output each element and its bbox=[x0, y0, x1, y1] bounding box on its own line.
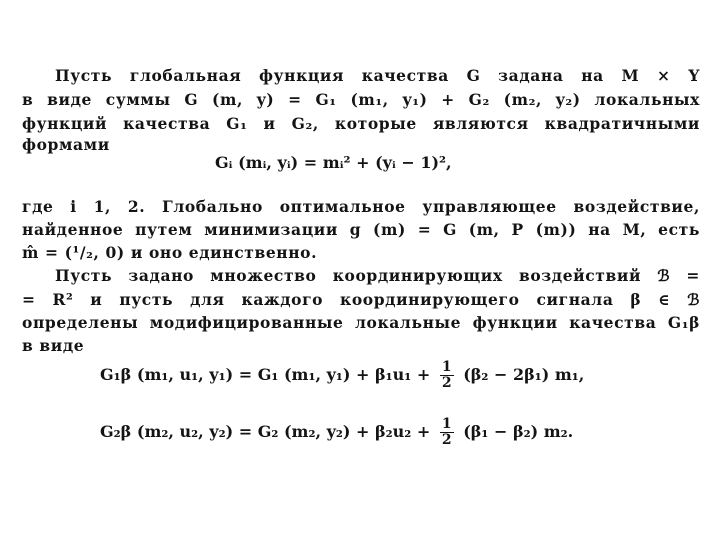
equation-2-right: (β₁ − β₂) m₂. bbox=[463, 422, 574, 441]
equation-modified-g2 bbox=[100, 417, 573, 448]
equation-quadratic-form: Gᵢ (mᵢ, yᵢ) = mᵢ² + (yᵢ − 1)², bbox=[215, 153, 452, 172]
text-line-4: формами bbox=[22, 135, 110, 154]
text-line-5: где i 1, 2. Глобально оптимальное управляющее воздействие, bbox=[22, 197, 700, 216]
fraction-numerator: 1 bbox=[441, 359, 452, 375]
text-line-3: функций качества G₁ и G₂, которые являются квадратичными bbox=[22, 114, 700, 133]
fraction-denominator: 2 bbox=[441, 375, 452, 391]
equation-1-right: (β₂ − 2β₁) m₁, bbox=[463, 365, 585, 384]
fraction-denominator: 2 bbox=[441, 432, 452, 448]
equation-modified-g1 bbox=[100, 360, 584, 391]
text-line-6: найденное путем минимизации g (m) = G (m, P (m)) на M, есть bbox=[22, 220, 700, 239]
text-line-7: m̂ = (¹/₂, 0) и оно единственно. bbox=[22, 243, 318, 262]
equation-1-left: G₁β (m₁, u₁, y₁) = G₁ (m₁, y₁) + β₁u₁ + bbox=[100, 365, 431, 384]
equation-2-left: G₂β (m₂, u₂, y₂) = G₂ (m₂, y₂) + β₂u₂ + bbox=[100, 422, 431, 441]
text-line-11: в виде bbox=[22, 336, 85, 355]
text-line-2: в виде суммы G (m, y) = G₁ (m₁, y₁) + G₂ (m₂, y₂) локальных bbox=[22, 90, 700, 109]
text-line-9: = R² и пусть для каждого координирующего сигнала β ∈ ℬ bbox=[22, 290, 700, 309]
fraction-numerator: 1 bbox=[441, 416, 452, 432]
fraction-one-half-2 bbox=[440, 417, 454, 448]
text-line-8: Пусть задано множество координирующих воздействий ℬ = bbox=[55, 266, 700, 285]
fraction-one-half-1 bbox=[440, 360, 454, 391]
text-line-1: Пусть глобальная функция качества G задана на M × Y bbox=[55, 66, 700, 85]
text-line-10: определены модифицированные локальные функции качества G₁β bbox=[22, 313, 700, 332]
